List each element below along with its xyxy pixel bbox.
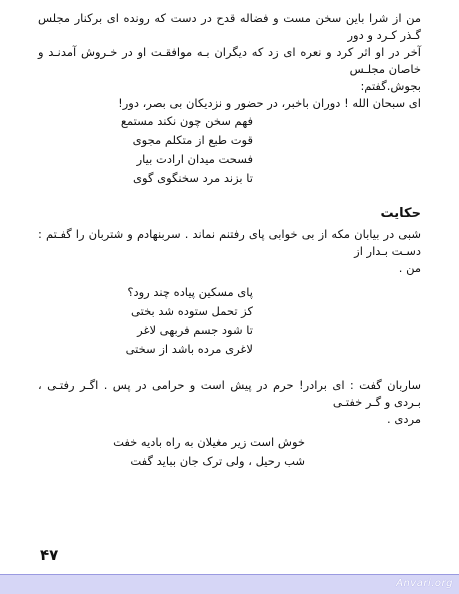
- verse-line: شب رحیل ، ولی ترک جان بباید گفت: [130, 454, 305, 468]
- paragraph-3-line: مردی .: [387, 412, 421, 426]
- verse-3: [113, 433, 305, 471]
- paragraph-1: [38, 10, 421, 112]
- verse-line: لاغری مرده باشد از سختی: [125, 342, 253, 356]
- verse-line: قوت طبع از متکلم مجوی: [132, 133, 253, 147]
- paragraph-2: [38, 226, 421, 277]
- verse-line: خوش است زیر مغیلان به راه بادیه خفت: [113, 435, 305, 449]
- paragraph-3: [38, 377, 421, 428]
- paragraph-2-line: من .: [398, 261, 421, 275]
- footer-bar: [0, 574, 459, 594]
- verse-1: [121, 112, 253, 188]
- verse-line: تا شود جسم فربهی لاغر: [137, 323, 253, 337]
- paragraph-1-line: من از شرا باین سخن مست و فضاله قدح در دست که رونده ای برکنار مجلس گـذر کـرد و دور: [38, 11, 421, 42]
- verse-line: کز تحمل ستوده شد بختی: [131, 304, 253, 318]
- paragraph-1-line: ای سبحان الله ! دوران باخبر، در حضور و نزدیکان بی بصر، دور!: [118, 96, 421, 110]
- verse-line: فهم سخن چون نکند مستمع: [120, 114, 253, 128]
- section-heading: حکایت: [380, 206, 421, 221]
- verse-2: [126, 283, 253, 359]
- paragraph-1-line: بجوش.گفتم:: [360, 79, 421, 93]
- verse-line: تا بزند مرد سخنگوی گوی: [133, 171, 253, 185]
- paragraph-2-line: شبی در بیابان مکه از بی خوابی پای رفتنم نماند . سربنهادم و شتربان را گفـتم : دسـت بـدار از: [38, 227, 421, 258]
- verse-line: فسحت میدان ارادت بیار: [136, 152, 253, 166]
- site-logo[interactable]: Anvari.org: [396, 578, 453, 589]
- page-number: ۴۷: [40, 546, 59, 564]
- paragraph-3-line: ساربان گفت : ای برادر! حرم در پیش است و حرامی در پس . اگـر رفتـی ، بـردی و گـر خفتـی: [38, 378, 421, 409]
- paragraph-1-line: آخر در او اثر کرد و نعره ای زد که دیگران بـه موافقـت او در خـروش آمدنـد و خاصان مجلـس: [38, 45, 421, 76]
- verse-line: پای مسکین پیاده چند رود؟: [127, 285, 253, 299]
